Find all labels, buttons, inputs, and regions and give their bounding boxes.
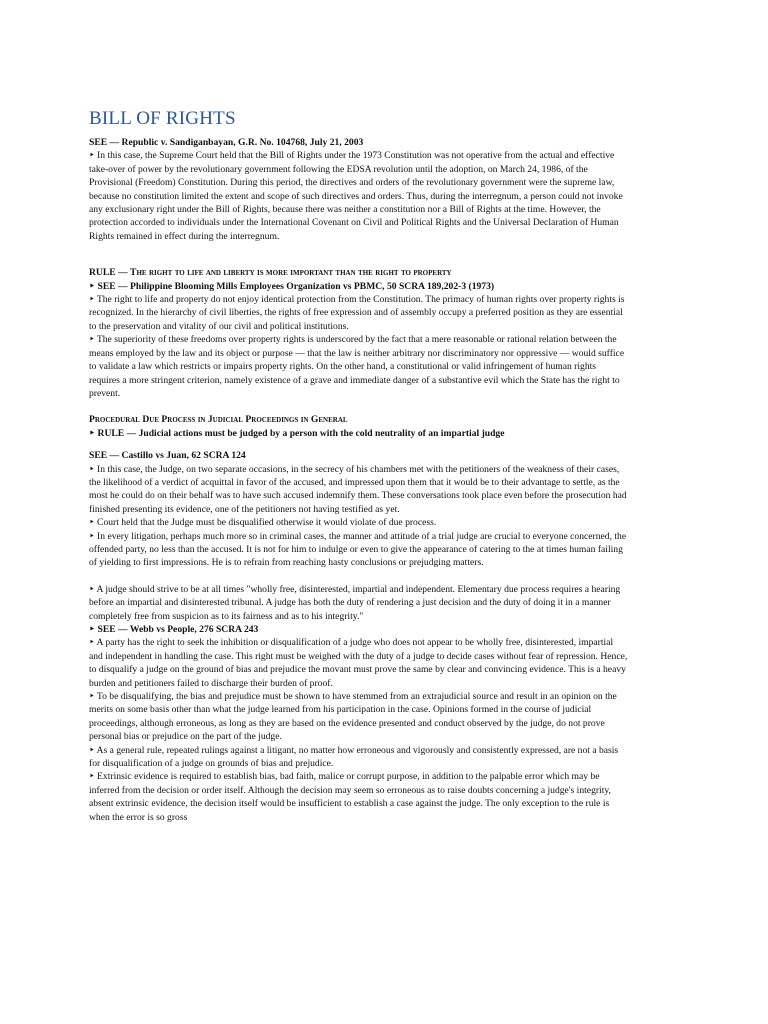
spacer	[89, 243, 629, 257]
section-heading: Procedural Due Process in Judicial Proceedings in General	[89, 414, 348, 426]
paragraph: ‣ In every litigation, perhaps much more so in criminal cases, the manner and attitude of a trial judge are crucial to everyone concerned, the offended party, no less than the accused. It is not for him to indulge or even to give the appearance of catering to the at times human failing of yielding to first impressions. He is to refrain from reaching hasty conclusions or prejudging matters.	[89, 530, 627, 569]
rule-heading: ‣ RULE — Judicial actions must be judged by a person with the cold neutrality of an impartial judge	[89, 427, 505, 439]
document-body	[89, 108, 629, 824]
spacer	[89, 570, 629, 583]
rule-label: RULE —	[89, 267, 131, 279]
rule-heading	[89, 266, 629, 279]
paragraph: ‣ As a general rule, repeated rulings against a litigant, no matter how erroneous and vigorously and consistently expressed, are not a basis for disqualification of a judge on grounds of bias and prejudice.	[89, 744, 619, 770]
paragraph: ‣ Extrinsic evidence is required to establish bias, bad faith, malice or corrupt purpose, in addition to the palpable error which may be inferred from the decision or order itself. Although the decision may seem so erroneous as to raise doubts concerning a judge's integrity, absent extrinsic evidence, the decision itself would be insufficient to establish a case against the judge. The only exception to the rule is when the error is so gross	[89, 771, 611, 823]
spacer	[89, 400, 629, 413]
paragraph: ‣ The right to life and property do not enjoy identical protection from the Constitution. The primacy of human rights over property rights is recognized. In the hierarchy of civil liberties, the rights of free expression and of assembly occupy a preferred position as they are essential to the preservation and vitality of our civil and political institutions.	[89, 294, 625, 332]
paragraph: ‣ In this case, the Supreme Court held that the Bill of Rights under the 1973 Constitution was not operative from the actual and effective take-over of power by the revolutionary government following the EDSA revolution until the adoption, on March 24, 1986, of the Provisional (Freedom) Constitution. During this period, the directives and orders of the revolutionary government were the supreme law, because no constitution limited the extent and scope of such directives and orders. Thus, during the interregnum, a person could not invoke any exclusionary right under the Bill of Rights, because there was neither a constitution nor a Bill of Rights at the time. However, the protection accorded to individuals under the International Covenant on Civil and Political Rights and the Universal Declaration of Human Rights remained in effect during the interregnum.	[89, 150, 623, 242]
page-title: BILL OF RIGHTS	[89, 108, 236, 129]
case-citation-castillo: SEE — Castillo vs Juan, 62 SCRA 124	[89, 450, 246, 462]
spacer	[89, 440, 629, 449]
paragraph: ‣ A judge should strive to be at all times "wholly free, disinterested, impartial and independent. Elementary due process requires a hearing before an impartial and disinterested tribunal. A judge has both the duty of rendering a just decision and the duty of doing it in a manner completely free from suspicion as to its fairness and as to his integrity."	[89, 583, 621, 622]
paragraph: ‣ To be disqualifying, the bias and prejudice must be shown to have stemmed from an extrajudicial source and result in an opinion on the merits on some basis other than what the judge learned from his participation in the case. Opinions formed in the course of judicial proceedings, although erroneous, as long as they are based on the evidence presented and conduct observed by the judge, do not prove personal bias or prejudice on the part of the judge.	[89, 691, 617, 743]
case-citation-webb: ‣ SEE — Webb vs People, 276 SCRA 243	[89, 624, 259, 635]
paragraph: ‣ The superiority of these freedoms over property rights is underscored by the fact that a mere reasonable or rational relation between the means employed by the law and its object or purpose — that the law is neither arbitrary nor discriminatory nor oppressive — would suffice to validate a law which restricts or impairs property rights. On the other hand, a constitutional or valid infringement of human rights requires a more stringent criterion, namely existence of a grave and immediate danger of a substantive evil which the State has the right to prevent.	[89, 334, 625, 399]
rule-text: The right to life and liberty is more important than the right to property	[130, 267, 452, 279]
case-citation-pbmc: ‣ SEE — Philippine Blooming Mills Employees Organization vs PBMC, 50 SCRA 189,202-3 (1973)	[89, 280, 495, 292]
spacer	[89, 257, 629, 266]
paragraph: ‣ In this case, the Judge, on two separate occasions, in the secrecy of his chambers met with the petitioners of the weakness of their cases, the likelihood of a verdict of acquittal in favor of the accused, and impressed upon them that it would be to their advantage to settle, as the most he could do on their behalf was to have such accused indemnify them. These conversations took place even before the prosecution had finished presenting its evidence, one of the petitioners not having testified as yet.	[89, 463, 627, 515]
paragraph: ‣ A party has the right to seek the inhibition or disqualification of a judge who does not appear to be wholly free, disinterested, impartial and independent in handling the case. This right must be weighed with the duty of a judge to decide cases without fear of repression. Hence, to disqualify a judge on the ground of bias and prejudice the movant must prove the same by clear and convincing evidence. This is a heavy burden and petitioners failed to discharge their burden of proof.	[89, 637, 628, 689]
paragraph: ‣ Court held that the Judge must be disqualified otherwise it would violate of due process.	[89, 517, 437, 529]
case-citation-republic: SEE — Republic v. Sandiganbayan, G.R. No. 104768, July 21, 2003	[89, 137, 364, 148]
